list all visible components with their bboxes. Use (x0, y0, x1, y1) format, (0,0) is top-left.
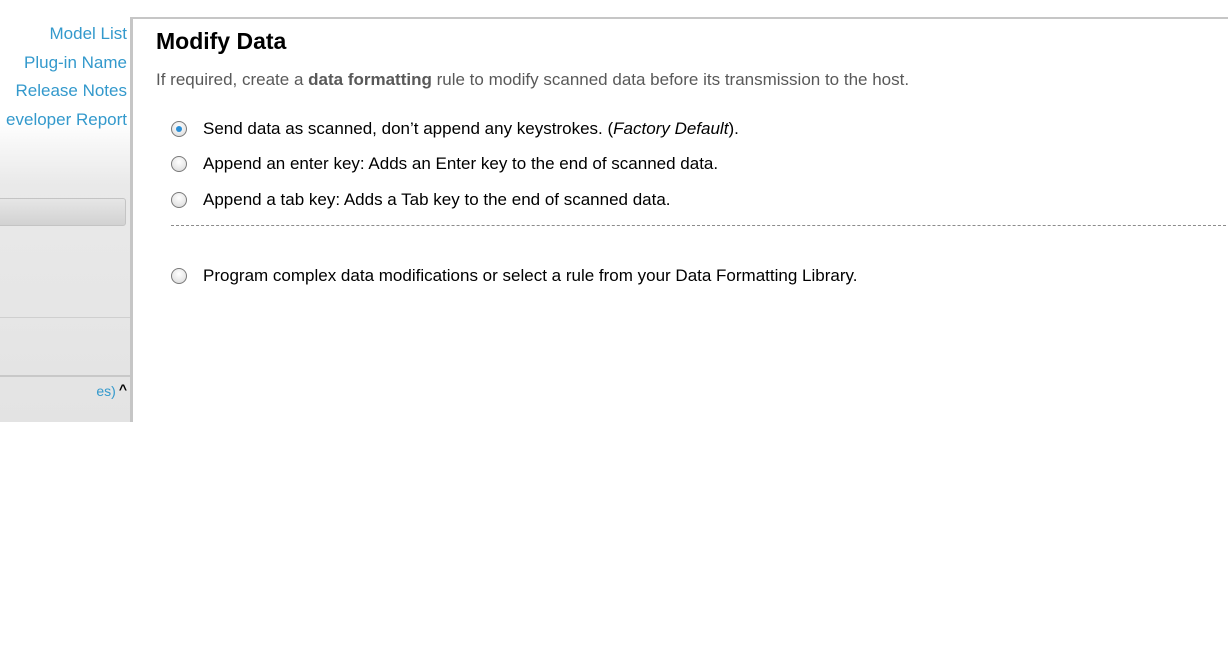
option-append-tab[interactable] (171, 188, 671, 212)
sidebar-divider-footer (0, 375, 130, 377)
radio-append-enter[interactable] (171, 156, 187, 172)
option-label-send-as-scanned (203, 119, 739, 139)
page-title: Modify Data (156, 28, 287, 54)
radio-program-complex[interactable] (171, 268, 187, 284)
intro-bold: data formatting (308, 70, 432, 89)
option-label-program-complex: Program complex data modifications or select a rule from your Data Formatting Library. (203, 266, 858, 285)
factory-default-label: Factory Default (613, 119, 729, 138)
sidebar-footer-link[interactable]: es) (96, 383, 116, 399)
option-suffix-send-as-scanned: ). (728, 119, 739, 138)
option-append-enter[interactable] (171, 152, 718, 176)
sidebar-link-plugin-name[interactable]: Plug-in Name (24, 53, 127, 72)
intro-text (156, 70, 909, 90)
sidebar (0, 0, 130, 422)
option-program-complex[interactable] (171, 264, 857, 288)
intro-suffix: rule to modify scanned data before its transmission to the host. (431, 70, 910, 89)
sidebar-link-developer-report[interactable]: eveloper Report (6, 110, 127, 129)
option-send-as-scanned[interactable] (171, 117, 739, 141)
sidebar-footer (96, 383, 127, 399)
radio-send-as-scanned[interactable] (171, 121, 187, 137)
options-divider (171, 225, 1228, 226)
option-label-append-tab: Append a tab key: Adds a Tab key to the end of scanned data. (203, 190, 671, 209)
sidebar-link-model-list[interactable]: Model List (49, 24, 127, 43)
intro-prefix: If required, create a (156, 70, 309, 89)
sidebar-link-release-notes[interactable]: Release Notes (15, 81, 127, 100)
caret-up-icon[interactable]: ^ (118, 381, 127, 397)
radio-append-tab[interactable] (171, 192, 187, 208)
option-text-send-as-scanned: Send data as scanned, don’t append any keystrokes. ( (203, 119, 614, 138)
panel-border-top (130, 17, 1228, 19)
sidebar-bar-button[interactable] (0, 198, 126, 226)
option-label-append-enter: Append an enter key: Adds an Enter key to the end of scanned data. (203, 154, 719, 173)
sidebar-divider (0, 317, 130, 318)
panel-border-left (130, 17, 133, 422)
